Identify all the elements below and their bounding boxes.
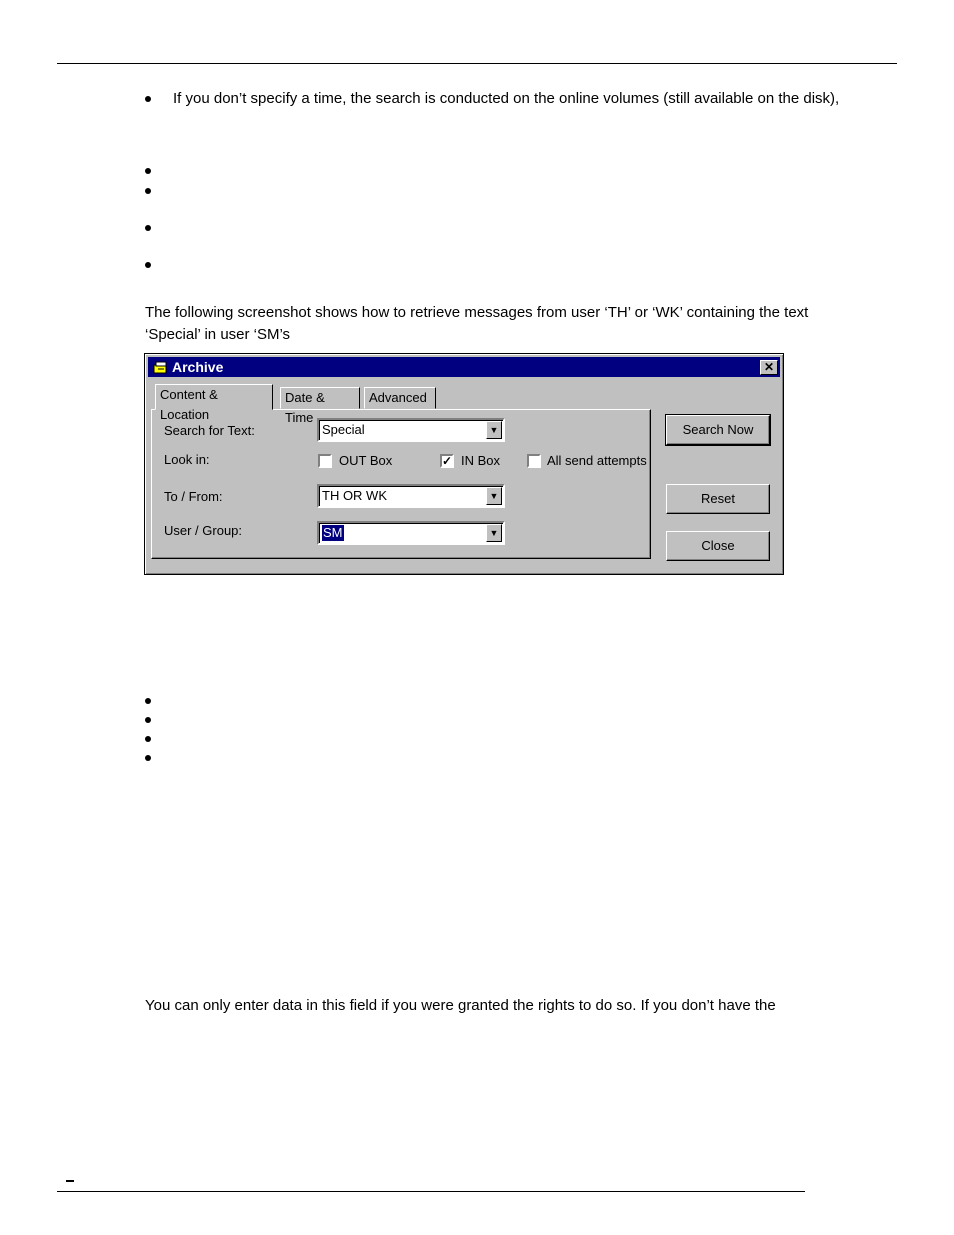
bullet-dot <box>145 755 151 761</box>
to-from-label: To / From: <box>164 489 223 504</box>
tab-advanced[interactable]: Advanced <box>364 387 436 409</box>
reset-button[interactable]: Reset <box>666 484 770 514</box>
inbox-label: IN Box <box>461 453 501 468</box>
inbox-checkbox[interactable]: ✓ <box>442 454 453 468</box>
bullet-dot <box>145 168 151 174</box>
user-group-label: User / Group: <box>164 523 243 538</box>
user-group-combo[interactable] <box>317 521 505 545</box>
search-text-value: Special <box>322 422 365 437</box>
chevron-down-icon[interactable]: ▼ <box>486 487 502 505</box>
close-icon[interactable]: ✕ <box>760 360 778 375</box>
dialog-title: Archive <box>172 359 224 375</box>
bullet-dot <box>145 736 151 742</box>
close-button[interactable]: Close <box>666 531 770 561</box>
chevron-down-icon[interactable]: ▼ <box>486 421 502 439</box>
archive-dialog <box>144 353 784 575</box>
all-send-attempts-label: All send attempts <box>547 453 647 468</box>
title-bar <box>148 357 780 377</box>
paragraph-line: You can only enter data in this field if you were granted the rights to do so. If you don’t have the <box>145 997 776 1014</box>
to-from-combo[interactable] <box>317 484 505 508</box>
look-in-label: Look in: <box>164 452 210 467</box>
to-from-value: TH OR WK <box>322 488 387 503</box>
bullet-dot <box>145 96 151 102</box>
archive-app-icon <box>152 359 170 375</box>
header-rule <box>57 63 897 64</box>
footer-dash <box>66 1180 74 1182</box>
search-now-button[interactable]: Search Now <box>666 415 770 445</box>
search-text-label: Search for Text: <box>164 423 255 438</box>
chevron-down-icon[interactable]: ▼ <box>486 524 502 542</box>
paragraph-line: The following screenshot shows how to retrieve messages from user ‘TH’ or ‘WK’ containing the text <box>145 304 809 321</box>
footer-rule <box>57 1191 805 1192</box>
outbox-label: OUT Box <box>339 453 393 468</box>
bullet-text: If you don’t specify a time, the search is conducted on the online volumes (still available on the disk), <box>173 90 840 107</box>
paragraph-line: ‘Special’ in user ‘SM’s <box>145 326 291 343</box>
outbox-checkbox[interactable] <box>318 454 332 468</box>
bullet-dot <box>145 188 151 194</box>
bullet-dot <box>145 225 151 231</box>
tab-date-time[interactable]: Date & Time <box>280 387 360 409</box>
tab-content-location[interactable]: Content & Location <box>155 384 273 410</box>
all-send-attempts-checkbox[interactable] <box>527 454 541 468</box>
bullet-dot <box>145 698 151 704</box>
user-group-value: SM <box>323 525 343 540</box>
bullet-dot <box>145 717 151 723</box>
search-text-combo[interactable] <box>317 418 505 442</box>
bullet-dot <box>145 262 151 268</box>
